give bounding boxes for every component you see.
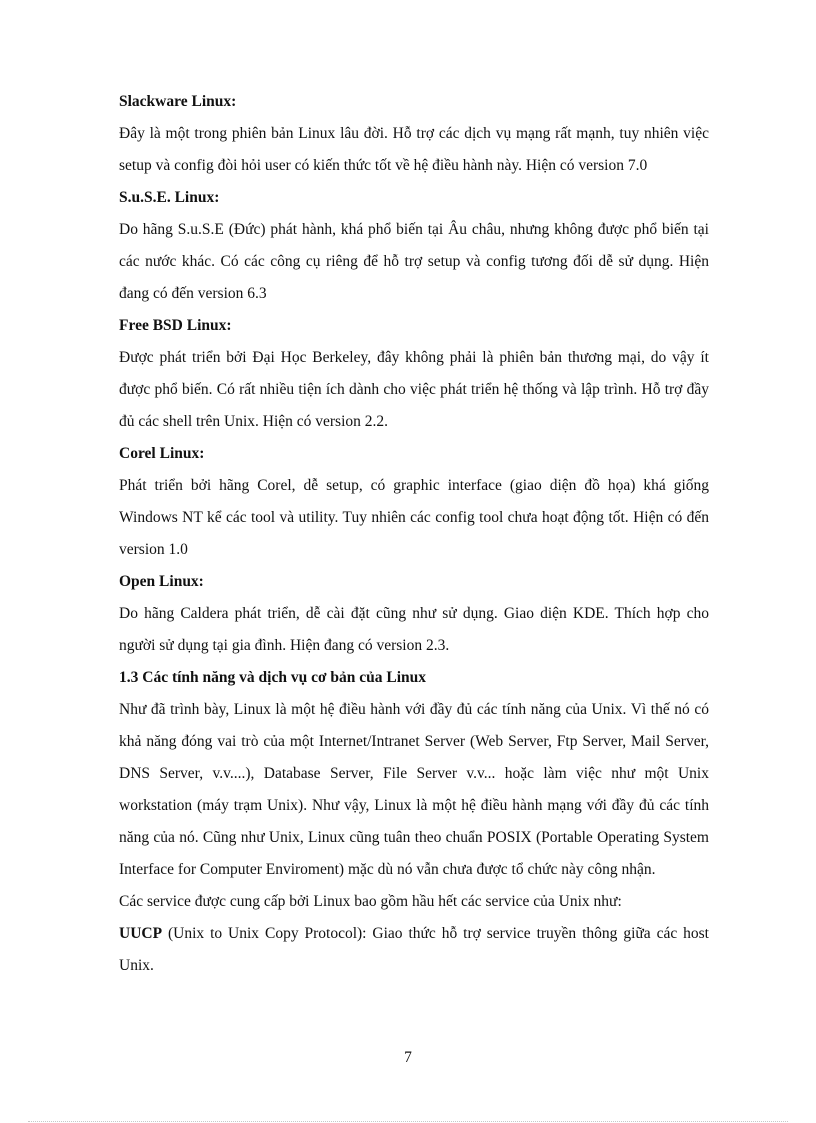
paragraph-freebsd: Được phát triển bởi Đại Học Berkeley, đây không phải là phiên bản thương mại, do vậy ít được phổ biến. Có rất nhiều tiện ích dành cho việc phát triển hệ thống và lập trình. Hỗ trợ đầy đủ các shell trên Unix. Hiện có version 2.2. — [119, 349, 709, 430]
paragraph-corel: Phát triển bởi hãng Corel, dễ setup, có graphic interface (giao diện đồ họa) khá giống Windows NT kể các tool và utility. Tuy nhiên các config tool chưa hoạt động tốt. Hiện có đến version 1.0 — [119, 477, 709, 558]
paragraph-services-intro: Các service được cung cấp bởi Linux bao gồm hầu hết các service của Unix như: — [119, 893, 622, 910]
paragraph-suse: Do hãng S.u.S.E (Đức) phát hành, khá phổ biến tại Âu châu, nhưng không được phổ biến tại các nước khác. Có các công cụ riêng để hỗ trợ setup và config tương đối dễ sử dụng. Hiện đang có đến version 6.3 — [119, 221, 709, 302]
uucp-term: UUCP — [119, 925, 163, 942]
heading-openlinux: Open Linux: — [119, 573, 204, 590]
paragraph-openlinux: Do hãng Caldera phát triển, dễ cài đặt cũng như sử dụng. Giao diện KDE. Thích hợp cho người sử dụng tại gia đình. Hiện đang có version 2.3. — [119, 605, 709, 654]
paragraph-slackware: Đây là một trong phiên bản Linux lâu đời. Hỗ trợ các dịch vụ mạng rất mạnh, tuy nhiên việc setup và config đòi hỏi user có kiến thức tốt về hệ điều hành này. Hiện có version 7.0 — [119, 125, 709, 174]
paragraph-uucp — [119, 918, 709, 982]
heading-slackware: Slackware Linux: — [119, 93, 237, 110]
heading-section-1-3: 1.3 Các tính năng và dịch vụ cơ bản của Linux — [119, 669, 427, 686]
uucp-description: (Unix to Unix Copy Protocol): Giao thức hỗ trợ service truyền thông giữa các host Unix. — [119, 925, 709, 974]
document-page — [119, 86, 709, 982]
heading-corel: Corel Linux: — [119, 445, 205, 462]
page-border-line — [28, 1121, 788, 1122]
heading-suse: S.u.S.E. Linux: — [119, 189, 220, 206]
heading-freebsd: Free BSD Linux: — [119, 317, 232, 334]
page-number: 7 — [404, 1049, 412, 1066]
paragraph-features: Như đã trình bày, Linux là một hệ điều hành với đầy đủ các tính năng của Unix. Vì thế nó có khả năng đóng vai trò của một Internet/Intranet Server (Web Server, Ftp Server, Mail Server, DNS Server, v.v....), Database Server, File Server v.v... hoặc làm việc như một Unix workstation (máy trạm Unix). Như vậy, Linux là một hệ điều hành mạng với đầy đủ các tính năng của nó. Cũng như Unix, Linux cũng tuân theo chuẩn POSIX (Portable Operating System Interface for Computer Enviroment) mặc dù nó vẫn chưa được tổ chức này công nhận. — [119, 701, 709, 878]
